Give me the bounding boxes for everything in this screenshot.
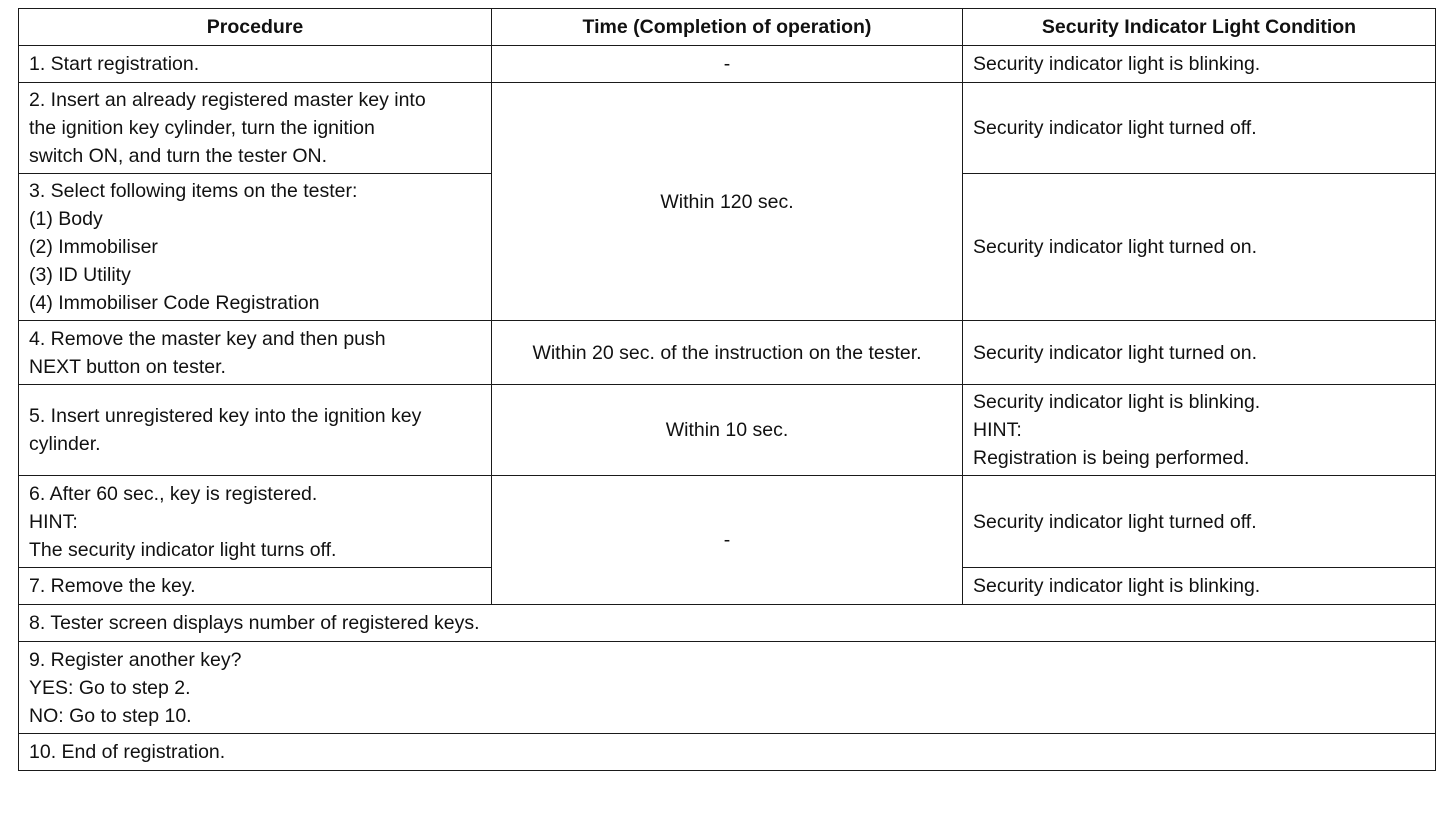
condition-text: Security indicator light turned off. <box>973 510 1257 533</box>
condition-text: Security indicator light is blinking. <box>973 53 1261 75</box>
table-row <box>19 83 1436 174</box>
condition-cell <box>963 174 1436 321</box>
condition-text: Security indicator light is blinking. <box>973 575 1261 597</box>
table-row <box>19 642 1436 734</box>
procedure-cell <box>19 46 492 83</box>
condition-text: Security indicator light turned on. <box>973 236 1257 258</box>
time-cell: - <box>492 476 963 605</box>
condition-cell <box>963 83 1436 174</box>
condition-cell <box>963 46 1436 83</box>
procedure-cell <box>19 605 1436 642</box>
condition-cell <box>963 321 1436 385</box>
procedure-cell <box>19 568 492 605</box>
procedure-text: NO: Go to step 10. <box>29 704 192 727</box>
procedure-text: 9. Register another key? <box>29 648 242 671</box>
header-procedure: Procedure <box>19 9 492 46</box>
procedure-cell <box>19 476 492 568</box>
header-row <box>19 9 1436 46</box>
time-cell: Within 120 sec. <box>492 83 963 321</box>
procedure-text: the ignition key cylinder, turn the ignition <box>29 117 375 139</box>
condition-cell <box>963 385 1436 476</box>
header-condition: Security Indicator Light Condition <box>963 9 1436 46</box>
time-cell: - <box>492 46 963 83</box>
table-row <box>19 321 1436 385</box>
procedure-cell <box>19 83 492 174</box>
procedure-text: 6. After 60 sec., key is registered. <box>29 482 318 505</box>
procedure-cell <box>19 734 1436 771</box>
key-registration-table <box>18 8 1436 771</box>
procedure-text: 4. Remove the master key and then push <box>29 327 386 350</box>
procedure-text: (4) Immobiliser Code Registration <box>29 292 320 314</box>
procedure-text: HINT: <box>29 510 78 533</box>
time-cell: Within 20 sec. of the instruction on the tester. <box>492 321 963 385</box>
condition-text: Registration is being performed. <box>973 447 1250 469</box>
procedure-cell <box>19 385 492 476</box>
procedure-cell <box>19 321 492 385</box>
procedure-text: 5. Insert unregistered key into the ignition key <box>29 405 422 427</box>
procedure-text: 8. Tester screen displays number of registered keys. <box>29 612 480 634</box>
procedure-cell <box>19 642 1436 734</box>
procedure-text: (3) ID Utility <box>29 264 131 286</box>
condition-cell <box>963 476 1436 568</box>
table-row <box>19 385 1436 476</box>
time-cell: Within 10 sec. <box>492 385 963 476</box>
procedure-text: 2. Insert an already registered master key into <box>29 89 426 111</box>
procedure-text: 3. Select following items on the tester: <box>29 180 358 202</box>
procedure-text: 10. End of registration. <box>29 741 226 763</box>
procedure-text: (2) Immobiliser <box>29 236 158 258</box>
condition-cell <box>963 568 1436 605</box>
table-row <box>19 605 1436 642</box>
condition-text: Security indicator light is blinking. <box>973 391 1261 413</box>
procedure-text: NEXT button on tester. <box>29 355 226 378</box>
procedure-cell <box>19 174 492 321</box>
header-time: Time (Completion of operation) <box>492 9 963 46</box>
condition-text: HINT: <box>973 419 1022 441</box>
procedure-text: 7. Remove the key. <box>29 575 196 597</box>
procedure-text: YES: Go to step 2. <box>29 676 191 699</box>
table-row <box>19 46 1436 83</box>
procedure-text: cylinder. <box>29 433 101 455</box>
condition-text: Security indicator light turned off. <box>973 117 1257 139</box>
table-row <box>19 734 1436 771</box>
procedure-text: (1) Body <box>29 208 103 230</box>
procedure-text: 1. Start registration. <box>29 53 200 75</box>
condition-text: Security indicator light turned on. <box>973 341 1257 364</box>
procedure-text: switch ON, and turn the tester ON. <box>29 145 328 167</box>
table-row <box>19 476 1436 568</box>
procedure-text: The security indicator light turns off. <box>29 538 337 561</box>
